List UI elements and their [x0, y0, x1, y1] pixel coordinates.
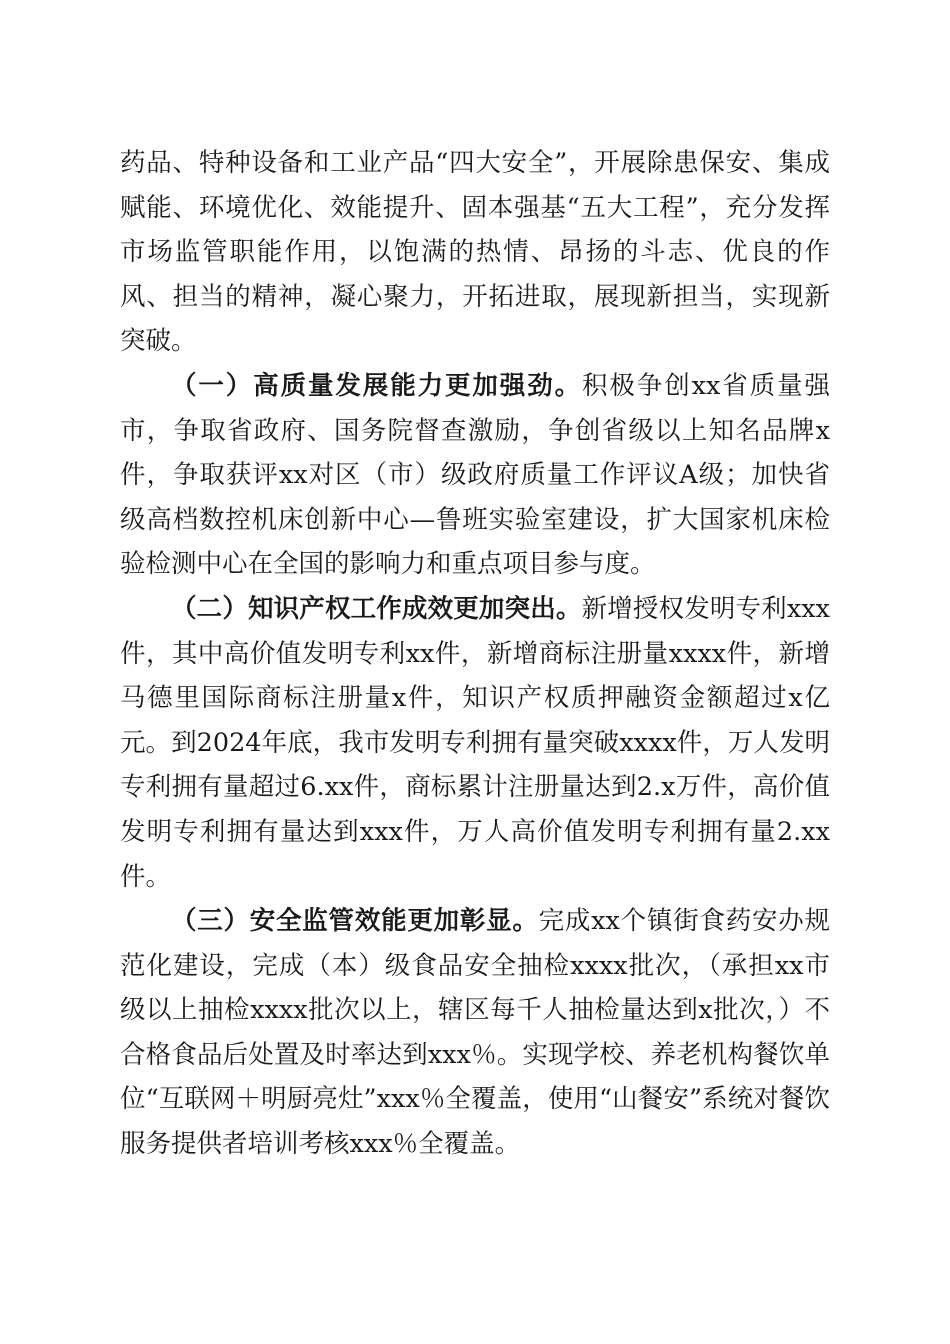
document-page	[120, 141, 830, 1167]
section-2-body: 新增授权发明专利xxx件，其中高价值发明专利xx件，新增商标注册量xxxx件，新增马德里国际商标注册量x件，知识产权质押融资金额超过x亿元。到2024年底，我市发明专利拥有量突破xxxx件，万人发明专利拥有量超过6.xx件，商标累计注册量达到2.x万件，高价值发明专利拥有量达到xxx件，万人高价值发明专利拥有量2.xx件。	[120, 593, 830, 892]
section-3-heading: （三）安全监管效能更加彰显。	[171, 906, 539, 937]
section-1-heading: （一）高质量发展能力更加强劲。	[171, 370, 583, 401]
intro-paragraph: 药品、特种设备和工业产品“四大安全”，开展除患保安、集成赋能、环境优化、效能提升、固本强基“五大工程”，充分发挥市场监管职能作用，以饱满的热情、昂扬的斗志、优良的作风、担当的精神，凝心聚力，开拓进取，展现新担当，实现新突破。	[120, 148, 830, 357]
section-1-paragraph	[120, 364, 830, 587]
section-1-body: 积极争创xx省质量强市，争取省政府、国务院督查激励，争创省级以上知名品牌x件，争取获评xx对区（市）级政府质量工作评议A级；加快省级高档数控机床创新中心—鲁班实验室建设，扩大国家机床检验检测中心在全国的影响力和重点项目参与度。	[120, 370, 830, 580]
section-2-heading: （二）知识产权工作成效更加突出。	[171, 593, 582, 624]
section-3-paragraph	[120, 899, 830, 1167]
section-3-body: 完成xx个镇街食药安办规范化建设，完成（本）级食品安全抽检xxxx批次，（承担xx市级以上抽检xxxx批次以上，辖区每千人抽检量达到x批次，）不合格食品后处置及时率达到xxx％。实现学校、养老机构餐饮单位“互联网＋明厨亮灶”xxx％全覆盖，使用“山餐安”系统对餐饮服务提供者培训考核xxx％全覆盖。	[120, 906, 830, 1160]
section-2-paragraph	[120, 587, 830, 899]
